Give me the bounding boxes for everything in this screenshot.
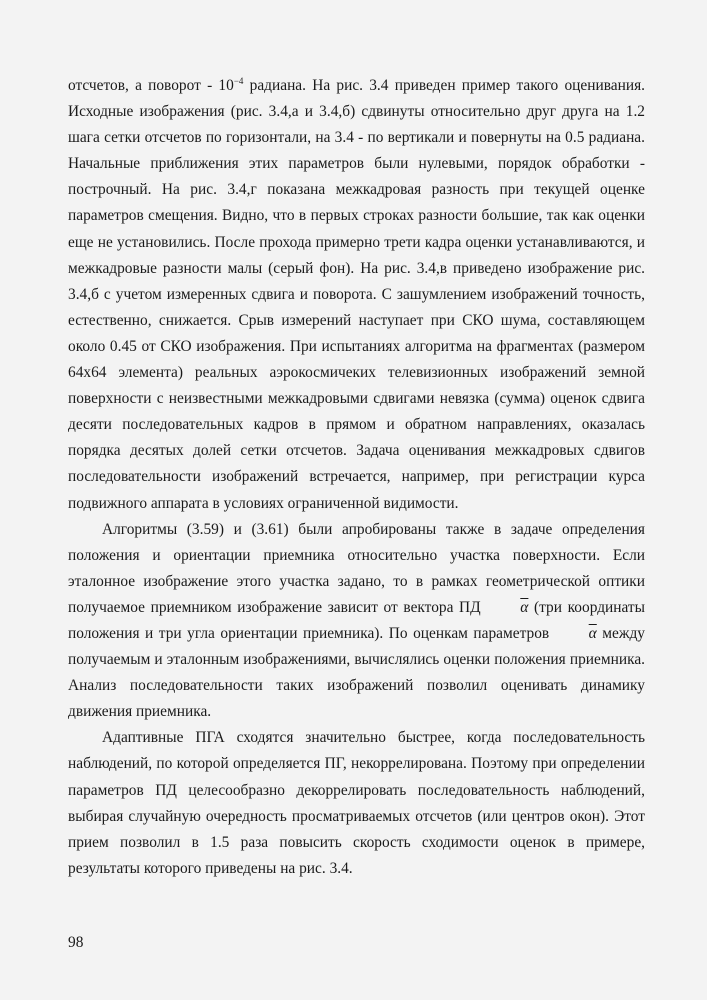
alpha-vector-symbol: $\overline{\alpha}$ xyxy=(588,624,597,642)
alpha-vector-symbol: $\overline{\alpha}$ xyxy=(520,598,529,616)
text-run: Алгоритмы (3.59) и (3.61) были апробированы также в задаче определения положения и ориентации приемника относительно участка поверхности. Если эталонное изображение этого участка задано, то в рамках геометрической оптики получаемое приемником изображение зависит от вектора ПД xyxy=(68,520,645,616)
exponent: −4 xyxy=(233,76,244,86)
paragraph-1 xyxy=(68,73,645,517)
text-run: Адаптивные ПГА сходятся значительно быстрее, когда последовательность наблюдений, по которой определяется ПГ, некоррелирована. Поэтому при определении параметров ПД целесообразно декоррелировать последовательность наблюдений, выбирая случайную очередность просматриваемых отсчетов (или центров окон). Этот прием позволил в 1.5 раза повысить скорость сходимости оценок в примере, результаты которого приведены на рис. 3.4. xyxy=(68,729,645,877)
text-run: между получаемым и эталонным изображениями, вычислялись оценки положения приемника. Анализ последовательности таких изображений позволил оценивать динамику движения приемника. xyxy=(68,624,645,721)
paragraph-3 xyxy=(68,725,645,882)
page-number: 98 xyxy=(68,934,84,951)
paragraph-2 xyxy=(68,517,645,726)
text-run: отсчетов, а поворот - 10 xyxy=(68,77,234,94)
text-run: радиана. На рис. 3.4 приведен пример такого оценивания. Исходные изображения (рис. 3.4,а и 3.4,б) сдвинуты относительно друг друга на 1.2 шага сетки отсчетов по горизонтали, на 3.4 - по вертикали и повернуты на 0.5 радиана. Начальные приближения этих параметров были нулевыми, порядок обработки - построчный. На рис. 3.4,г показана межкадровая разность при текущей оценке параметров смещения. Видно, что в первых строках разности большие, так как оценки еще не установились. После прохода примерно трети кадра оценки устанавливаются, и межкадровые разности малы (серый фон). На рис. 3.4,в приведено изображение рис. 3.4,б с учетом измеренных сдвига и поворота. С зашумлением изображений точность, естественно, снижается. Срыв измерений наступает при СКО шума, составляющем около 0.45 от СКО изображения. При испытаниях алгоритма на фрагментах (размером 64х64 элемента) реальных аэрокосмичеких телевизионных изображений земной поверхности с неизвестными межкадровыми сдвигами невязка (сумма) оценок сдвига десяти последовательных кадров в прямом и обратном направлениях, оказалась порядка десятых долей сетки отсчетов. Задача оценивания межкадровых сдвигов последовательности изображений встречается, например, при регистрации курса подвижного аппарата в условиях ограниченной видимости. xyxy=(68,77,645,512)
text-run: (три координаты положения и три угла ориентации приемника). По оценкам параметров xyxy=(68,598,645,642)
